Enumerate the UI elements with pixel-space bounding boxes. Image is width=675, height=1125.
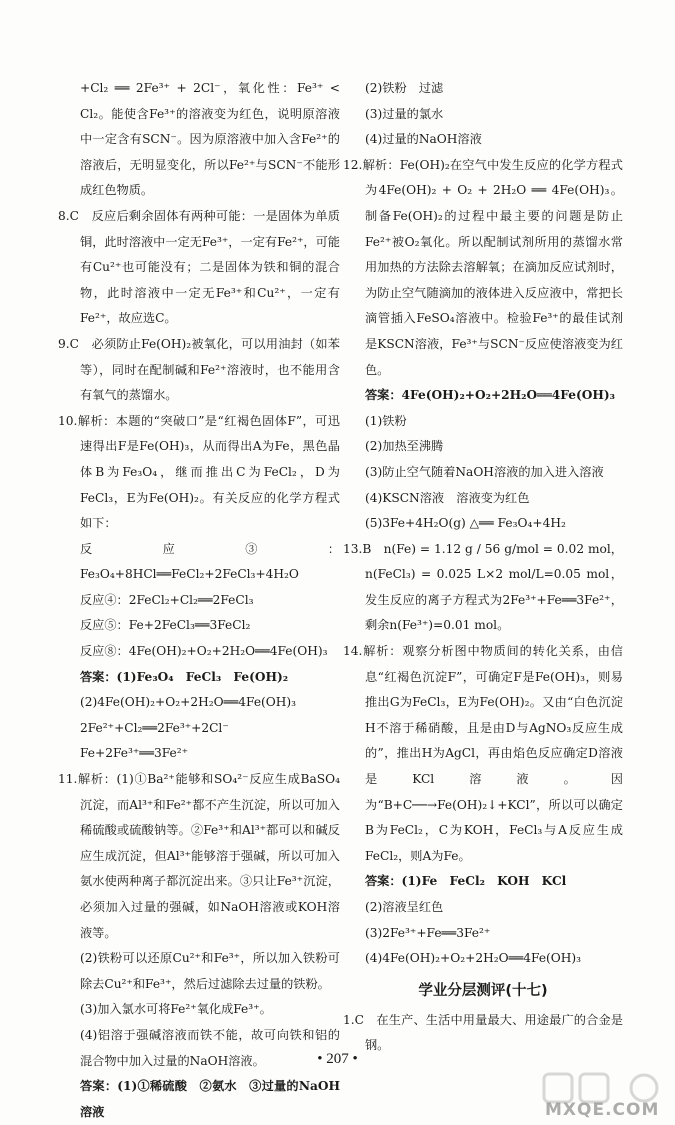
paragraph-r04: 12.解析：Fe(OH)₂在空气中发生反应的化学方程式为4Fe(OH)₂ + O₂ + 2H₂O ══ 4Fe(OH)₃。制备Fe(OH)₂的过程中最主要的问题是防止Fe²⁺被O₂氧化。所以配制试剂所用的蒸馏水常用加热的方法除去溶解氧；在滴加反应试剂时，为防止空气随滴加的液体进入反应液中，常把长滴管插入FeSO₄溶液中。检验Fe³⁺的最佳试剂是KSCN溶液，Fe³⁺与SCN⁻反应使溶液变为红色。 (343, 157, 623, 377)
paragraph-l08: 反应⑧：4Fe(OH)₂+O₂+2H₂O══4Fe(OH)₃ (80, 644, 328, 659)
paragraph-l14: (4)铝溶于强碱溶液而铁不能，故可向铁和铝的混合物中加入过量的NaOH溶液。 (80, 1027, 340, 1068)
paragraph-l09: 答案：(1)Fe₃O₄ FeCl₃ Fe(OH)₂ (80, 669, 289, 684)
paragraph-l03: 9.C 必须防止Fe(OH)₂被氧化，可以用油封（如苯等），同时在配制碱和Fe²⁺溶液时，也不能用含有氧气的蒸馏水。 (58, 336, 340, 403)
paragraph-l15: 答案：(1)①稀硫酸 ②氨水 ③过量的NaOH溶液 (80, 1079, 340, 1119)
right-column (343, 76, 623, 1059)
paragraph-l10: (2)4Fe(OH)₂+O₂+2H₂O══4Fe(OH)₃ 2Fe²⁺+Cl₂══2Fe³⁺+2Cl⁻ Fe+2Fe³⁺══3Fe²⁺ (80, 695, 309, 761)
paragraph-r15: (3)2Fe³⁺+Fe══3Fe²⁺ (365, 925, 491, 940)
section-heading: 学业分层测评(十七) (418, 982, 548, 999)
paragraph-r12: 14.解析：观察分析图中物质间的转化关系，由信息“红褐色沉淀F”，可确定F是Fe(OH)₃，则易推出G为FeCl₃，E为Fe(OH)₂。又由“白色沉淀H不溶于稀硝酸，且是由D与AgNO₃反应生成的”，推出H为AgCl，再由焰色反应确定D溶液是KCl溶液。因为“B+C──→Fe(OH)₂↓+KCl”，所以可以确定B为FeCl₂，C为KOH，FeCl₃与A反应生成FeCl₂，则A为Fe。 (343, 644, 623, 863)
paragraph-r01: (2)铁粉 过滤 (365, 81, 444, 95)
paragraph-r03: (4)过量的NaOH溶液 (365, 132, 482, 147)
paragraph-l05: 反应③：Fe₃O₄+8HCl══FeCl₂+2FeCl₃+4H₂O (80, 541, 340, 582)
paragraph-r05: 答案：4Fe(OH)₂+O₂+2H₂O══4Fe(OH)₃ (365, 388, 616, 403)
paragraph-r16: (4)4Fe(OH)₂+O₂+2H₂O══4Fe(OH)₃ (365, 951, 582, 966)
paragraph-r10: (5)3Fe+4H₂O(g) △══ Fe₃O₄+4H₂ (365, 516, 566, 531)
paragraph-l12: (2)铁粉可以还原Cu²⁺和Fe³⁺，所以加入铁粉可除去Cu²⁺和Fe³⁺，然后过滤除去过量的铁粉。 (80, 951, 340, 991)
paragraph-l11: 11.解析：(1)①Ba²⁺能够和SO₄²⁻反应生成BaSO₄沉淀，而Al³⁺和Fe²⁺都不产生沉淀，所以可加入稀硫酸或硫酸钠等。②Fe³⁺和Al³⁺都可以和碱反应生成沉淀，但Al³⁺能够溶于强碱，所以可加入氨水使两种离子都沉淀出来。③只让Fe³⁺沉淀，必须加入过量的强碱，如NaOH溶液或KOH溶液等。 (58, 772, 340, 940)
paragraph-r11: 13.B n(Fe) = 1.12 g / 56 g/mol = 0.02 mol，n(FeCl₃) = 0.025 L×2 mol/L=0.05 mol，发生反应的离子方程式为2Fe³⁺+Fe══3Fe²⁺，剩余n(Fe³⁺)=0.01 mol。 (343, 541, 623, 633)
paragraph-r08: (3)防止空气随着NaOH溶液的加入进入溶液 (365, 464, 604, 479)
paragraph-l04: 10.解析：本题的“突破口”是“红褐色固体F”，可迅速得出F是Fe(OH)₃，从而得出A为Fe，黑色晶体B为Fe₃O₄，继而推出C为FeCl₂，D为FeCl₃，E为Fe(OH)₂。有关反应的化学方程式如下： (58, 413, 340, 531)
watermark-text: MXQE.COM (545, 1100, 660, 1120)
paragraph-l06: 反应④：2FeCl₂+Cl₂══2FeCl₃ (80, 592, 254, 607)
left-column (58, 76, 340, 1125)
paragraph-r14: (2)溶液呈红色 (365, 900, 444, 914)
paragraph-after-heading: 1.C 在生产、生活中用量最大、用途最广的合金是钢。 (343, 1012, 623, 1053)
paragraph-r13: 答案：(1)Fe FeCl₂ KOH KCl (365, 874, 567, 889)
page-number: • 207 • (317, 1051, 358, 1067)
paragraph-r07: (2)加热至沸腾 (365, 439, 444, 454)
paragraph-l02: 8.C 反应后剩余固体有两种可能：一是固体为单质铜，此时溶液中一定无Fe³⁺，一定有Fe²⁺，可能有Cu²⁺也可能没有；二是固体为铁和铜的混合物，此时溶液中一定无Fe³⁺和Cu²⁺，一定有Fe²⁺，故应选C。 (58, 208, 340, 326)
paragraph-r09: (4)KSCN溶液 溶液变为红色 (365, 490, 530, 505)
paragraph-l07: 反应⑤：Fe+2FeCl₃══3FeCl₂ (80, 618, 251, 633)
paragraph-l01: +Cl₂ ══ 2Fe³⁺ + 2Cl⁻，氧化性：Fe³⁺ < Cl₂。能使含Fe³⁺的溶液变为红色，说明原溶液中一定含有SCN⁻。因为原溶液中加入含Fe²⁺的溶液后，无明显变化，所以Fe²⁺与SCN⁻不能形成红色物质。 (80, 81, 340, 198)
paragraph-r06: (1)铁粉 (365, 413, 407, 428)
paragraph-l13: (3)加入氯水可将Fe²⁺氧化成Fe³⁺。 (80, 1002, 272, 1017)
paragraph-r02: (3)过量的氯水 (365, 106, 444, 121)
